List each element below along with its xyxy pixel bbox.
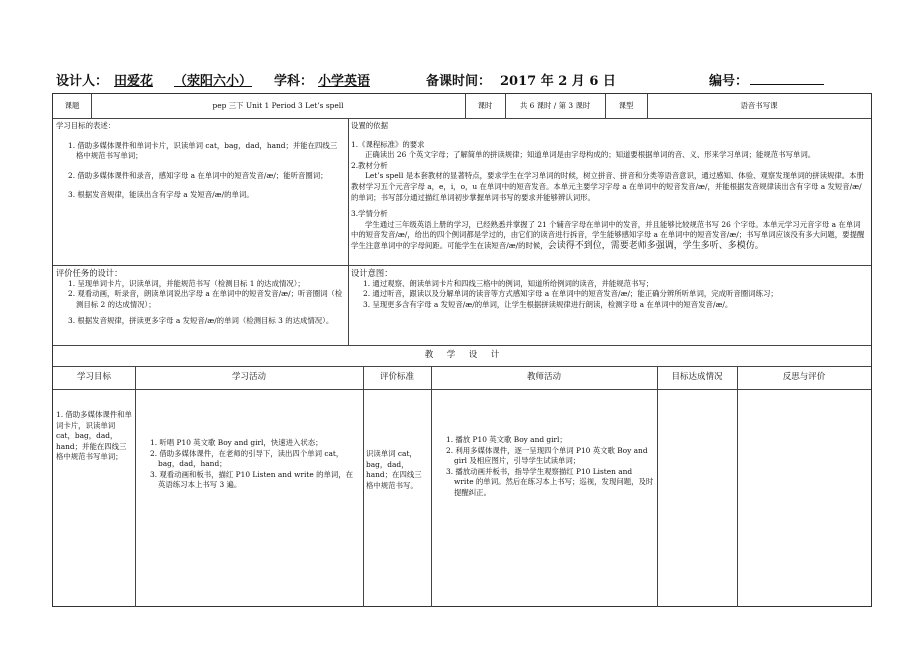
col-criteria: 评价标准: [379, 372, 414, 382]
evaluation-title: 评价任务的设计：: [56, 268, 123, 278]
row1-activities: [138, 438, 360, 491]
type-value: 语音书写课: [740, 101, 778, 110]
type-label: 课型: [618, 101, 634, 110]
activity-item-2: 2. 借助多媒体课件，在老师的引导下，读出四个单词 cat，bag，dad，hand；: [150, 448, 344, 469]
teacher-item-2: 2. 利用多媒体课件，逐一呈现四个单词 P10 英文歌 Boy and girl 及相应图片，引导学生试读单词；: [446, 445, 648, 466]
objectives-title: 学习目标的表述：: [56, 121, 116, 130]
basis-textbook-text: Let’s spell 是本套教材的显著特点，要求学生在学习单词的时候，树立拼音、拼音和分类等语音意识，通过感知、体验、观察发现单词的拼读规律。本册教材学习五个元音字母 a，e，i，o，u 在单词中的短音发音。本单元主要学习字母 a 在单词中的短音发音/æ/，并能根据发音规律读出含有字母 a 发短音/æ/的单词；书写部分通过描红单词初步掌握单词书写的要求并能够辨认词形。: [351, 171, 864, 202]
row1-teacher: [434, 435, 654, 499]
row1-criteria: 识读单词 cat，bag，dad，hand；在四线三格中规范书写。: [366, 449, 422, 490]
intent-item-1: 1. 通过观察、朗读单词卡片和四线三格中的例词，知道所给例词的读音，并能规范书写；: [363, 278, 654, 288]
evaluation-item-3: 3. 根据发音规律，拼读更多字母 a 发短音/æ/的单词（检测目标 3 的达成情况）。: [68, 316, 334, 326]
prep-time-label: 备课时间：: [426, 74, 492, 89]
topic-label: 课题: [64, 101, 80, 110]
teacher-item-1: 1. 播放 P10 英文歌 Boy and girl；: [446, 435, 567, 444]
basis-title: 设置的依据: [351, 121, 388, 130]
evaluation-section: [56, 268, 344, 327]
objective-item-2: 2. 借助多媒体课件和录音，感知字母 a 在单词中的短音发音/æ/；能听音圈词；: [68, 170, 328, 180]
subject-label: 学科：: [274, 74, 314, 89]
activity-item-1: 1. 听唱 P10 英文歌 Boy and girl，快速进入状态；: [150, 438, 323, 447]
hours-value: 共 6 课时 / 第 3 课时: [519, 101, 591, 110]
design-banner: 教 学 设 计: [424, 350, 500, 360]
basis-standard-title: 1.《课程标准》的要求: [351, 139, 425, 149]
teacher-item-3: 3. 播放动画并板书，指导学生观察描红 P10 Listen and write 的单词。然后在练习本上书写；巡视，发现问题，及时提醒纠正。: [446, 466, 654, 497]
intent-item-3: 3. 呈现更多含有字母 a 发短音/æ/的单词，让学生根据拼读规律进行朗读，检测字母 a 在单词中的短音发音/æ/。: [363, 299, 733, 309]
basis-students-emphasis: 会读得不到位，需要老师多强调，学生多听、多模仿。: [547, 240, 764, 251]
activity-item-3: 3. 观看动画和板书，描红 P10 Listen and write 的单词，在英语练习本上书写 3 遍。: [150, 469, 354, 490]
objective-item-1: 1. 借助多媒体课件和单词卡片，识读单词 cat，bag，dad，hand；并能在四线三格中规范书写单词；: [68, 140, 338, 161]
col-reflection: 反思与评价: [782, 372, 826, 382]
prep-time-value: 2017 年 2 月 6 日: [500, 74, 616, 89]
intent-section: [351, 268, 867, 310]
intent-title: 设计意图：: [351, 268, 393, 278]
school-value: （荥阳六小）: [174, 74, 253, 89]
hours-label: 课时: [477, 101, 493, 110]
evaluation-item-2: 2. 观看动画，听录音，朗读单词说出字母 a 在单词中的短音发音/æ/；听音圈词（检测目标 2 的达成情况）；: [68, 289, 343, 309]
row1-goal: 1. 借助多媒体课件和单词卡片，识读单词 cat，bag，dad，hand；并能在四线三格中规范书写单词；: [56, 410, 132, 462]
intent-item-2: 2. 通过听音，跟读以及分解单词的读音等方式感知字母 a 在单词中的短音发音/æ/；能正确分辨所听单词，完成听音圈词练习；: [363, 289, 778, 299]
col-activity: 学习活动: [231, 372, 266, 382]
basis-standard-text: 正确读出 26 个英文字母；了解简单的拼读规律；知道单词是由字母构成的；知道要根据单词的音、义、形来学习单词；能规范书写单词。: [365, 150, 816, 160]
col-teacher: 教师活动: [526, 372, 561, 382]
topic-value: pep 三下 Unit 1 Period 3 Let’s spell: [212, 101, 344, 110]
objectives-section: [56, 121, 344, 201]
basis-section: [351, 121, 867, 252]
basis-students-text: 学生通过三年级英语上册的学习，已经熟悉并掌握了 21 个辅音字母在单词中的发音，并且能够比较规范书写 26 个字母。本单元学习元音字母 a 在单词中的短音发音/æ/，给出的四个例词都是学过的，由它们的读音进行拆音，学生能够感知字母 a 在单词中的短音发音/æ/；书写单词应该没有多大问题，要提醒学生注意单词中的字母间距。可能学生在读短音/æ/的时候，: [351, 219, 865, 250]
basis-students-title: 3.学情分析: [351, 209, 388, 219]
evaluation-item-1: 1. 呈现单词卡片，识读单词，并能规范书写（检测目标 1 的达成情况）；: [68, 278, 305, 288]
designer-value: 田爱花: [114, 74, 154, 89]
number-label: 编号：: [709, 74, 749, 89]
objective-item-3: 3. 根据发音规律，能读出含有字母 a 发短音/æ/的单词。: [68, 190, 254, 200]
document-header: [56, 70, 870, 90]
subject-value: 小学英语: [318, 74, 371, 89]
col-goal: 学习目标: [76, 372, 111, 382]
col-status: 目标达成情况: [671, 372, 723, 382]
basis-textbook-title: 2.教材分析: [351, 160, 388, 170]
designer-label: 设计人：: [56, 74, 109, 89]
lesson-plan-table: [52, 93, 872, 607]
number-blank: [750, 70, 824, 85]
